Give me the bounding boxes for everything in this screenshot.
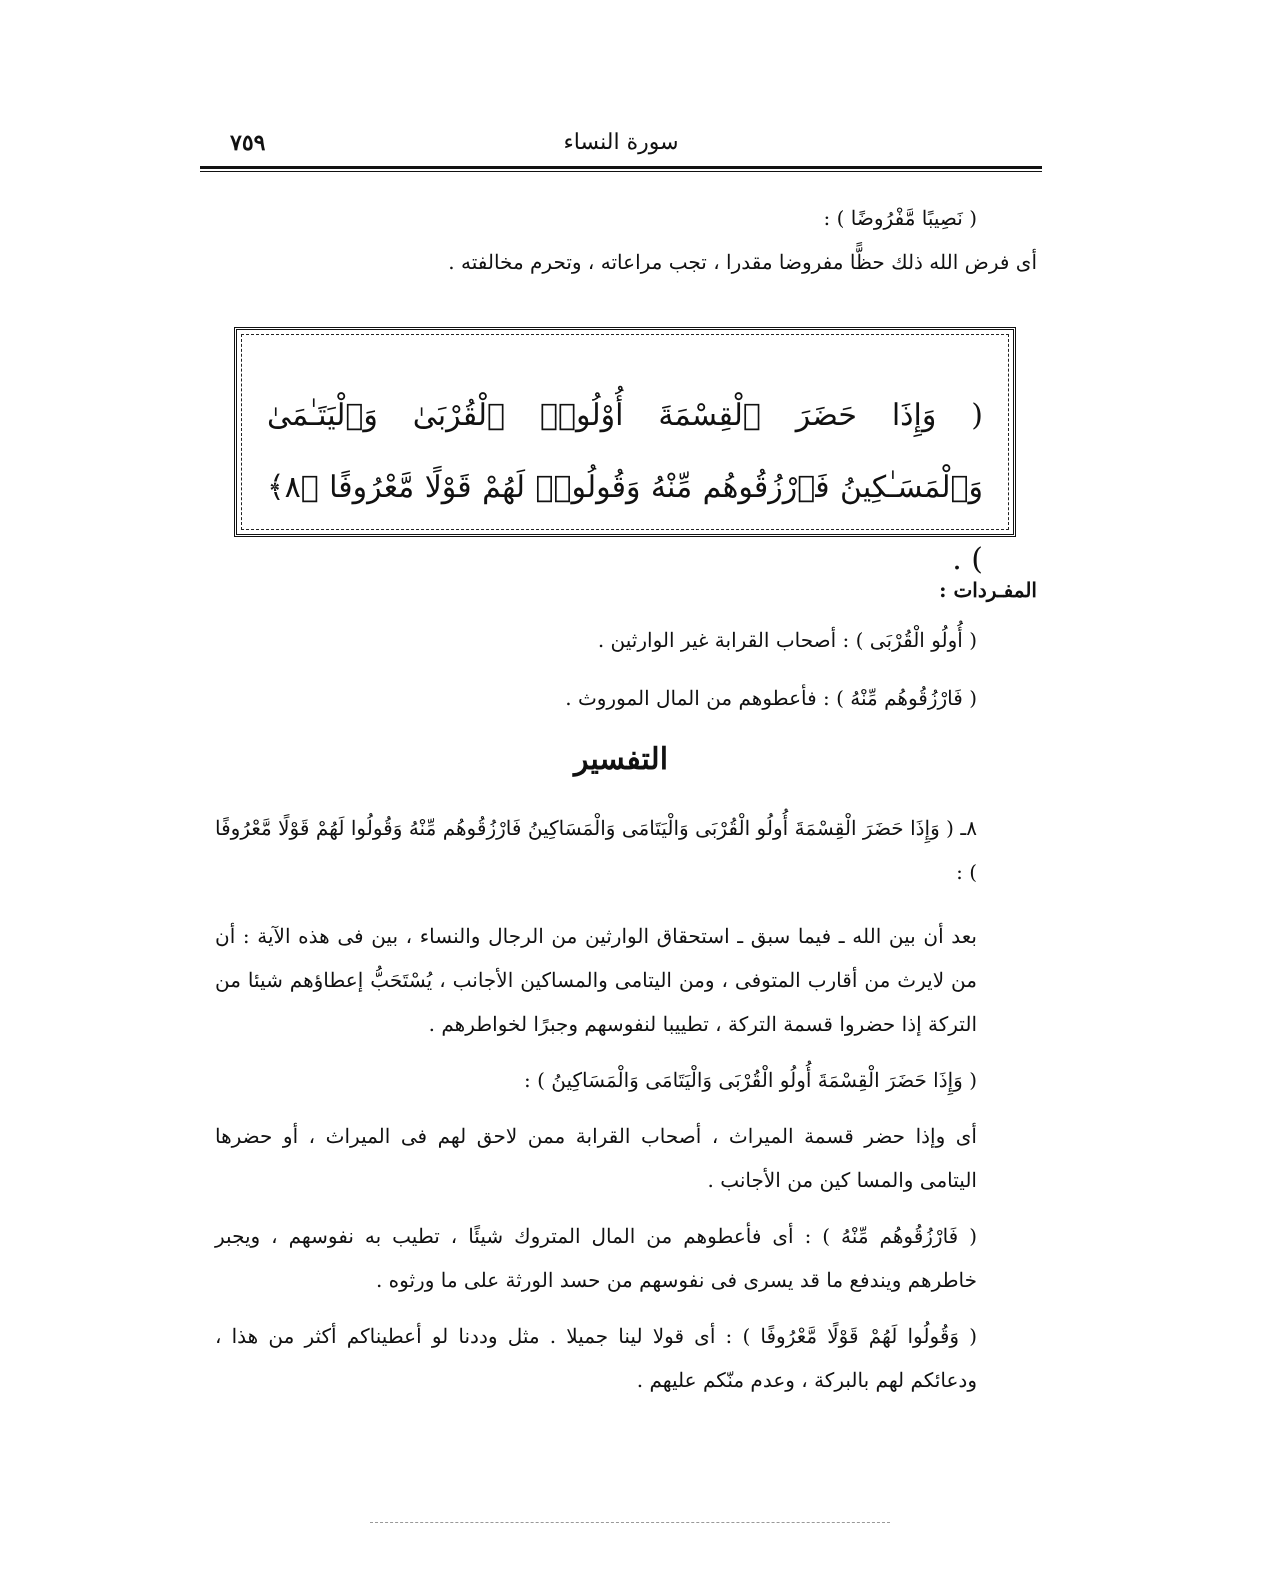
- tafsir-term-2: ( وَإِذَا حَضَرَ الْقِسْمَةَ أُولُو الْقُرْبَى وَالْيَتَامَى وَالْمَسَاكِينُ ) :: [524, 1068, 977, 1092]
- intro-section: [215, 196, 1037, 284]
- header-rule: [200, 166, 1042, 169]
- scan-artifact-line: [370, 1522, 890, 1524]
- running-header: [200, 130, 1042, 166]
- tafsir-paragraph-2: أى وإذا حضر قسمة الميراث ، أصحاب القرابة ممن لاحق لهم فى الميراث ، أو حضرها اليتامى والمسا كين من الأجانب .: [215, 1124, 977, 1192]
- vocab-heading: المفـردات :: [939, 578, 1037, 602]
- vocab-item-2: ( فَارْزُقُوهُم مِّنْهُ ) : فأعطوهم من المال الموروث .: [565, 686, 977, 710]
- vocab-item-1: ( أُولُو الْقُرْبَى ) : أصحاب القرابة غير الوارثين .: [597, 628, 977, 652]
- intro-term: ( نَصِيبًا مَّفْرُوضًا ) :: [823, 206, 977, 230]
- page-number: ٧٥٩: [230, 130, 266, 156]
- tafsir-section: [215, 806, 1037, 1402]
- vocab-section: [215, 568, 1037, 720]
- tafsir-paragraph-4: ( وَقُولُوا لَهُمْ قَوْلًا مَّعْرُوفًا ) : أى قولا لينا جميلا . مثل وددنا لو أعطيناكم أكثر من هذا ، ودعائكم لهم بالبركة ، وعدم منّكم عليهم .: [215, 1324, 977, 1392]
- header-rule-thin: [200, 171, 1042, 172]
- tafsir-paragraph-3: ( فَارْزُقُوهُم مِّنْهُ ) : أى فأعطوهم من المال المتروك شيئًا ، تطيب به نفوسهم ، ويجبر خاطرهم ويندفع ما قد يسرى فى نفوسهم من حسد الورثة على ما ورثوه .: [215, 1224, 977, 1292]
- tafsir-paragraph-1: بعد أن بين الله ـ فيما سبق ـ استحقاق الوارثين من الرجال والنساء ، بين فى هذه الآية : أن من لايرث من أقارب المتوفى ، ومن اليتامى والمساكين الأجانب ، يُسْتَحَبُّ إعطاؤهم شيئا من التركة إذا حضروا قسمة التركة ، تطييبا لنفوسهم وجبرًا لخواطرهم .: [215, 924, 977, 1036]
- verse-frame: [234, 327, 1016, 577]
- quran-verse: ( وَإِذَا حَضَرَ ٱلْقِسْمَةَ أُوْلُوا۟ ٱلْقُرْبَىٰ وَٱلْيَتَـٰمَىٰ وَٱلْمَسَـٰكِينُ فَٱرْزُقُوهُم مِّنْهُ وَقُولُوا۟ لَهُمْ قَوْلًا مَّعْرُوفًا ﴿٨﴾ ) .: [267, 398, 983, 577]
- tafsir-verse-repeat: ٨ـ ( وَإِذَا حَضَرَ الْقِسْمَةَ أُولُو الْقُرْبَى وَالْيَتَامَى وَالْمَسَاكِينُ فَارْزُقُوهُم مِّنْهُ وَقُولُوا لَهُمْ قَوْلًا مَّعْرُوفًا ) :: [215, 816, 977, 884]
- surah-title: سورة النساء: [563, 130, 679, 155]
- intro-explanation: أى فرض الله ذلك حظًّا مفروضا مقدرا ، تجب مراعاته ، وتحرم مخالفته .: [448, 250, 1037, 274]
- tafsir-heading: التفسير: [573, 742, 669, 777]
